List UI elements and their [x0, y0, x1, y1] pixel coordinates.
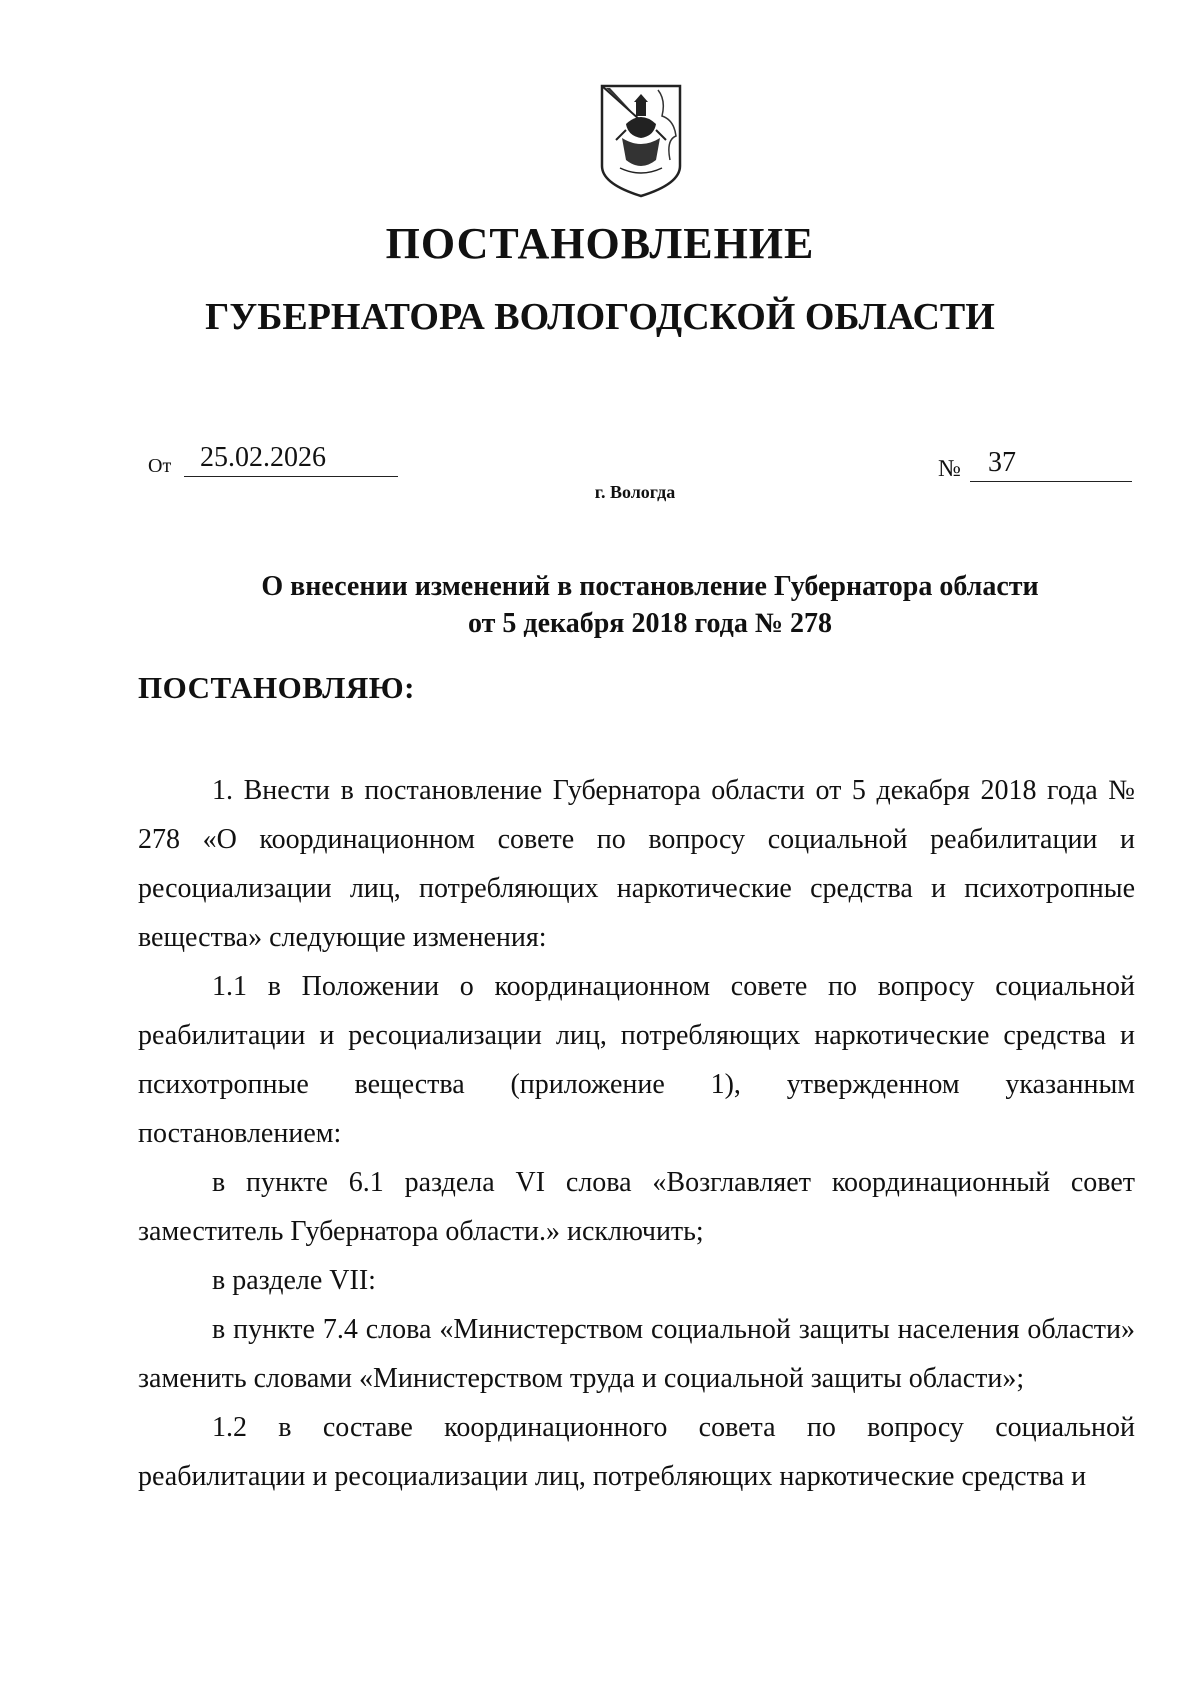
decree-heading: ПОСТАНОВЛЯЮ: [138, 670, 415, 705]
document-body [138, 766, 1135, 1501]
paragraph-point-6-1: в пункте 6.1 раздела VI слова «Возглавляет координационный совет заместитель Губернатора области.» исключить; [138, 1167, 1135, 1247]
subject-line-1: О внесении изменений в постановление Губернатора области [261, 571, 1039, 602]
document-number: 37 [970, 448, 1132, 482]
paragraph-1-1: 1.1 в Положении о координационном совете по вопросу социальной реабилитации и ресоциализации лиц, потребляющих наркотические средства и психотропные вещества (приложение 1), утвержденном указанным постановлением: [138, 971, 1135, 1149]
paragraph-1-2: 1.2 в составе координационного совета по вопросу социальной реабилитации и ресоциализации лиц, потребляющих наркотические средства и [138, 1412, 1135, 1492]
document-date: 25.02.2026 [184, 443, 398, 477]
document-title: ПОСТАНОВЛЕНИЕ [385, 219, 815, 268]
city-name: г. Вологда [594, 482, 676, 502]
number-label: № [938, 456, 961, 482]
date-label: От [148, 455, 172, 477]
paragraph-section-vii: в разделе VII: [212, 1265, 376, 1296]
subject-line-2: от 5 декабря 2018 года № 278 [468, 608, 832, 639]
paragraph-1: 1. Внести в постановление Губернатора области от 5 декабря 2018 года № 278 «О координационном совете по вопросу социальной реабилитации и ресоциализации лиц, потребляющих наркотические средства и психотропные вещества» следующие изменения: [138, 775, 1135, 953]
document-subject [150, 568, 1150, 642]
document-subtitle: ГУБЕРНАТОРА ВОЛОГОДСКОЙ ОБЛАСТИ [205, 296, 995, 338]
paragraph-point-7-4: в пункте 7.4 слова «Министерством социальной защиты населения области» заменить словами «Министерством труда и социальной защиты области»; [138, 1314, 1135, 1394]
coat-of-arms-icon [596, 80, 686, 200]
